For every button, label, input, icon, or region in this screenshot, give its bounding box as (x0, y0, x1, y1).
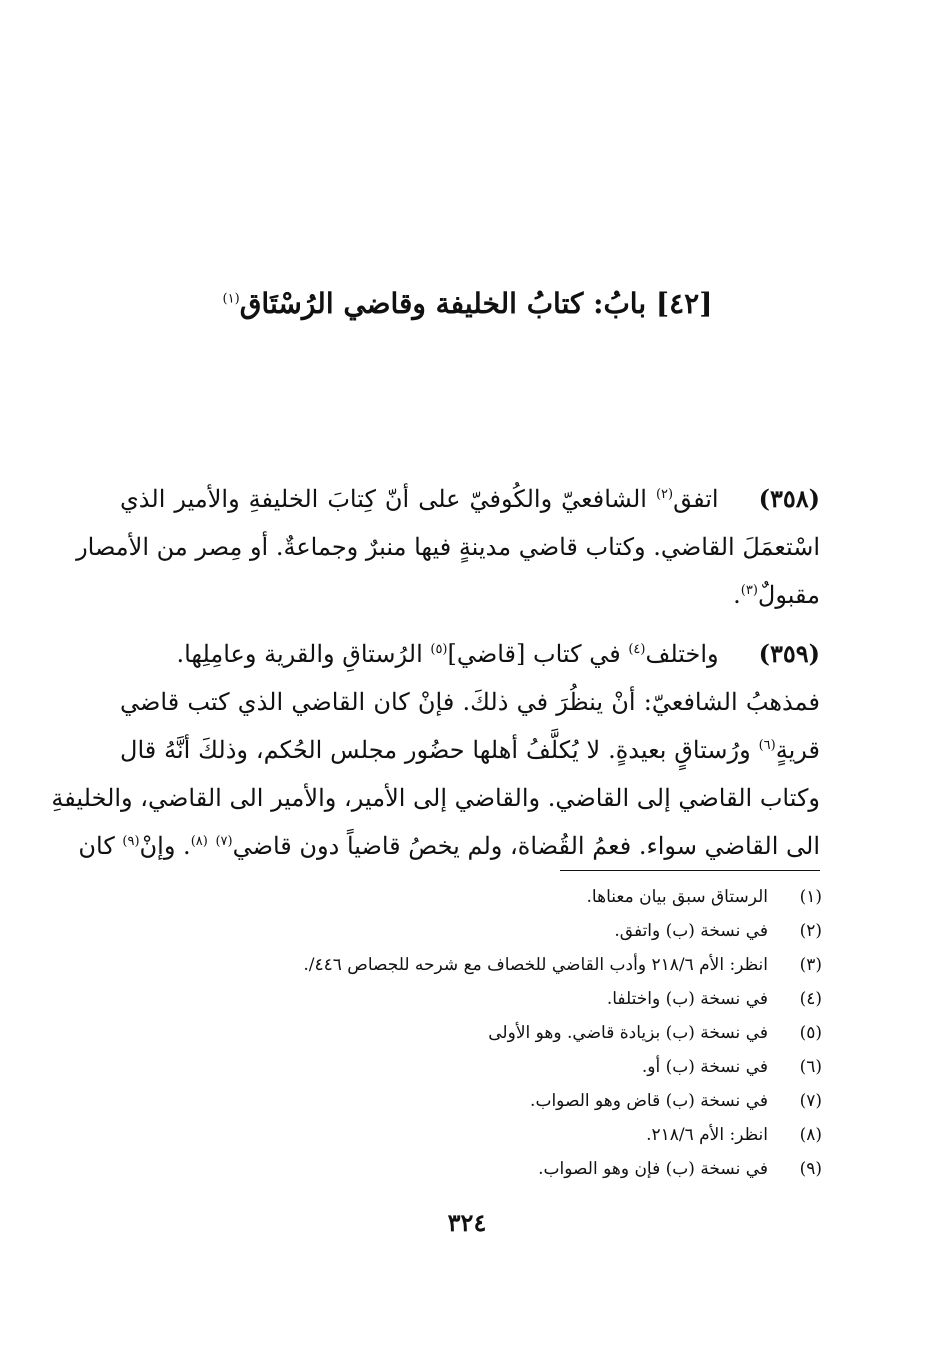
paragraph-359-line-2: فمذهبُ الشافعيّ: أنْ ينظُرَ في ذلكَ. فإنْ كان القاضي الذي كتب قاضي (120, 688, 820, 716)
footnote-ref: (٥) (430, 642, 448, 657)
footnote-text: في نسخة (ب) أو. (641, 1057, 768, 1077)
footnote-number: (٨) (799, 1125, 822, 1145)
footnote-text: انظر: الأم ٢١٨/٦. (646, 1125, 768, 1145)
footnote-text: في نسخة (ب) واختلفا. (606, 989, 768, 1009)
footnote-ref: (٤) (628, 642, 646, 657)
paragraph-359-line-1: (٣٥٩)واختلف$^{(٤)}$ في كتاب [قاضي]$^{(٥)}$ الرُستاقِ والقرية وعامِلِها. (176, 639, 820, 668)
footnote (230, 914, 822, 948)
footnote-number: (١) (799, 887, 822, 907)
footnote-text: في نسخة (ب) قاض وهو الصواب. (530, 1091, 768, 1111)
paragraph-358-line-3: مقبولٌ$^{(٣)}$. (733, 581, 820, 609)
footnote-ref: (٧) (215, 834, 233, 849)
footnote (230, 880, 822, 914)
paragraph-358-line-2: اسْتعمَلَ القاضي. وكتاب قاضي مدينةٍ فيها منبرٌ وجماعةٌ. أو مِصر من الأمصار (76, 533, 820, 561)
paragraph-359-line-4: وكتاب القاضي إلى القاضي. والقاضي إلى الأمير، والأمير الى القاضي، والخليفةِ (51, 784, 820, 812)
footnote-text: في نسخة (ب) فإن وهو الصواب. (538, 1159, 768, 1179)
footnote-ref: (٨) (190, 834, 208, 849)
footnote-text: في نسخة (ب) بزيادة قاضي. وهو الأولى (488, 1023, 768, 1043)
footnote-number: (٩) (799, 1159, 822, 1179)
footnote-ref: (٣) (740, 583, 758, 598)
chapter-footnote-ref: (١) (222, 291, 240, 307)
footnote (230, 1016, 822, 1050)
paragraph-359 (51, 630, 820, 870)
footnote (230, 1050, 822, 1084)
paragraph-358 (76, 475, 820, 619)
page-number: ٣٢٤ (447, 1208, 487, 1237)
paragraph-number: (٣٥٩) (758, 639, 820, 668)
footnote (230, 1118, 822, 1152)
footnote-number: (٦) (799, 1057, 822, 1077)
footnote (230, 1152, 822, 1186)
footnote (230, 1084, 822, 1118)
footnote-number: (٥) (799, 1023, 822, 1043)
footnote-ref: (٦) (758, 738, 776, 753)
footnote-text: الرستاق سبق بيان معناها. (586, 887, 768, 907)
footnote (230, 982, 822, 1016)
footnote-text: في نسخة (ب) واتفق. (614, 921, 768, 941)
chapter-title (150, 284, 785, 324)
footnote-number: (٣) (799, 955, 822, 975)
footnote-ref: (٩) (122, 834, 140, 849)
footnote-number: (٢) (799, 921, 822, 941)
footnote (230, 948, 822, 982)
chapter-title-text: [٤٢] بابُ: كتابُ الخليفة وقاضي الرُسْتَاق (239, 287, 713, 320)
paragraph-358-line-1: (٣٥٨)اتفق$^{(٢)}$ الشافعيّ والكُوفيّ على أنّ كِتابَ الخليفةِ والأمير الذي (120, 484, 820, 513)
footnote-number: (٧) (799, 1091, 822, 1111)
paragraph-359-line-3: قريةٍ$^{(٦)}$ ورُستاقٍ بعيدةٍ. لا يُكلَّفُ أهلها حضُور مجلس الحُكم، وذلكَ أنَّهُ قال (120, 736, 820, 764)
footnote-text: انظر: الأم ٢١٨/٦ وأدب القاضي للخصاف مع شرحه للجصاص ٤٤٦/. (303, 955, 768, 975)
footnote-ref: (٢) (655, 487, 674, 502)
footnote-divider (560, 870, 820, 871)
paragraph-359-line-5: الى القاضي سواء. فعمُ القُضاة، ولم يخصُ قاضياً دون قاضي$^{(٧)}$ $^{(٨)}$. وإنْ$^{(٩)}$ كان (78, 832, 820, 860)
paragraph-number: (٣٥٨) (758, 484, 820, 513)
footnote-number: (٤) (799, 989, 822, 1009)
footnotes (230, 880, 822, 1186)
